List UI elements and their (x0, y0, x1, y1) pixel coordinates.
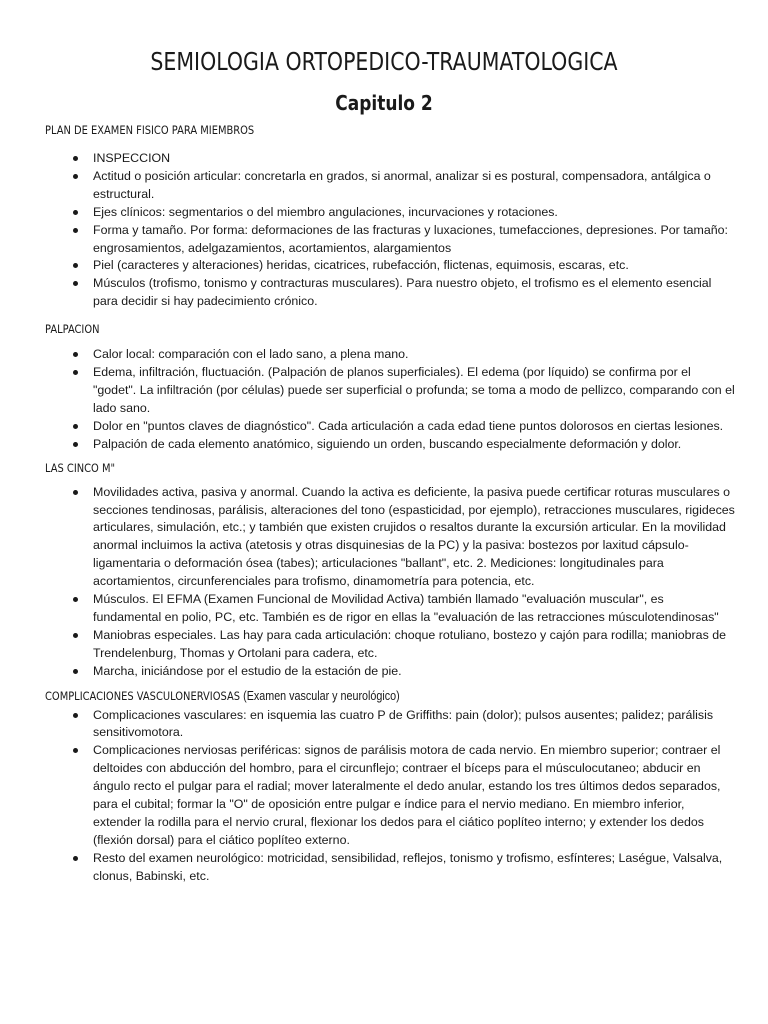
document-title: SEMIOLOGIA ORTOPEDICO-TRAUMATOLOGICA (150, 47, 618, 76)
section-heading-text: LAS CINCO M" (45, 460, 116, 475)
bullet-icon (73, 370, 78, 375)
list-item (45, 257, 735, 275)
list-item-text: Piel (caracteres y alteraciones) heridas, cicatrices, rubefacción, flictenas, equimosis, escaras, etc. (93, 258, 629, 273)
section-heading-text: PALPACION (45, 322, 100, 337)
chapter-subtitle: Capitulo 2 (335, 91, 433, 115)
list-item (45, 204, 735, 222)
bullet-icon (73, 174, 78, 179)
section-heading (45, 321, 638, 338)
bullet-list (45, 707, 735, 886)
list-item-text: Maniobras especiales. Las hay para cada articulación: choque rotuliano, bostezo y cajón para rodilla; maniobras de Trendelenburg, Thomas y Ortolani para cadera, etc. (93, 627, 726, 660)
bullet-icon (73, 597, 78, 602)
bullet-icon (73, 424, 78, 429)
list-item (45, 418, 735, 436)
bullet-icon (73, 748, 78, 753)
section-heading (45, 122, 638, 139)
document-body (45, 122, 735, 886)
list-item (45, 850, 735, 886)
section-heading-text: PLAN DE EXAMEN FISICO PARA MIEMBROS (45, 123, 255, 137)
bullet-list (45, 484, 735, 681)
bullet-icon (73, 352, 78, 357)
list-item (45, 663, 735, 681)
bullet-icon (73, 210, 78, 215)
list-item-text: Forma y tamaño. Por forma: deformaciones de las fracturas y luxaciones, tumefacciones, depresiones. Por tamaño: engrosamientos, adelgazamientos, acortamientos, alargamientos (93, 222, 728, 255)
list-item (45, 150, 735, 168)
list-item (45, 222, 735, 258)
bullet-icon (73, 633, 78, 638)
bullet-icon (73, 442, 78, 447)
bullet-icon (73, 669, 78, 674)
list-item (45, 364, 735, 418)
list-item-text: Músculos (trofismo, tonismo y contracturas musculares). Para nuestro objeto, el trofismo es el elemento esencial para decidir si hay padecimiento crónico. (93, 276, 712, 309)
list-item (45, 275, 735, 311)
section-cinco-m (45, 460, 735, 681)
list-item (45, 346, 735, 364)
list-item-text: INSPECCION (93, 151, 171, 165)
list-item (45, 707, 735, 743)
list-item (45, 484, 735, 591)
section-heading (45, 688, 638, 705)
bullet-icon (73, 490, 78, 495)
list-item-text: Dolor en "puntos claves de diagnóstico". Cada articulación a cada edad tiene puntos dolorosos en ciertas lesiones. (93, 418, 724, 433)
bullet-list (45, 150, 735, 311)
list-item-text: Complicaciones nerviosas periféricas: signos de parálisis motora de cada nervio. En miembro superior; contraer el deltoides con abducción del hombro, para el circunflejo; contraer el bíceps para el músculocutaneo; abducir en ángulo recto el pulgar para el radial; mover lateralmente el dedo anular, estando los tres últimos dedos separados, para el cubital; formar la "O" de oposición entre pulgar e índice para el nervio mediano. En miembro inferior, extender la rodilla para el nervio crural, flexionar los dedos para el ciático poplíteo interno; y extender los dedos (flexión dorsal) para el ciático poplíteo externo. (93, 743, 721, 847)
list-item-text: Complicaciones vasculares: en isquemia las cuatro P de Griffiths: pain (dolor); pulsos ausentes; palidez; parálisis sensitivomotora. (93, 707, 714, 740)
list-item-text: Actitud o posición articular: concretarla en grados, si anormal, analizar si es postural, compensadora, antálgica o estructural. (93, 168, 711, 201)
bullet-icon (73, 713, 78, 718)
section-heading-text: COMPLICACIONES VASCULONERVIOSAS (45, 688, 241, 703)
list-item-text: Marcha, iniciándose por el estudio de la estación de pie. (93, 663, 402, 678)
list-item-text: Palpación de cada elemento anatómico, siguiendo un orden, buscando especialmente deformación y dolor. (93, 436, 682, 451)
list-item-text: Calor local: comparación con el lado sano, a plena mano. (93, 347, 409, 362)
section-heading-note: (Examen vascular y neurológico) (243, 688, 400, 703)
bullet-icon (73, 281, 78, 286)
bullet-icon (73, 263, 78, 268)
section-heading (45, 460, 638, 477)
list-item (45, 627, 735, 663)
list-item (45, 591, 735, 627)
bullet-icon (73, 156, 78, 161)
list-item-text: Resto del examen neurológico: motricidad, sensibilidad, reflejos, tonismo y trofismo, esfínteres; Laségue, Valsalva, clonus, Babinski, etc. (93, 850, 723, 883)
section-palpacion (45, 321, 735, 453)
list-item (45, 168, 735, 204)
list-item-text: Ejes clínicos: segmentarios o del miembro angulaciones, incurvaciones y rotaciones. (93, 204, 558, 219)
section-plan-examen (45, 122, 735, 311)
list-item-text: Músculos. El EFMA (Examen Funcional de Movilidad Activa) también llamado "evaluación muscular", es fundamental en polio, PC, etc. También es de rigor en ellas la "evaluación de las retracciones músculotendinosas" (93, 592, 719, 624)
list-item-text: Edema, infiltración, fluctuación. (Palpación de planos superficiales). El edema (por líquido) se confirma por el "godet". La infiltración (por células) puede ser superficial o profunda; se toma a modo de pellizco, comparando con el lado sano. (93, 365, 735, 415)
list-item (45, 436, 735, 454)
list-item-text: Movilidades activa, pasiva y anormal. Cuando la activa es deficiente, la pasiva puede certificar roturas musculares o secciones tendinosas, parálisis, alteraciones del tono (espasticidad, por ejemplo), retracciones musculares, rigideces articulares, simulación, etc.; y también que existen crujidos o resaltos durante la excursión articular. En la movilidad anormal incluimos la activa (atetosis y otras disquinesias de la PC) y la pasiva: bostezos por laxitud cápsulo-ligamentaria o deformación ósea (tabes); articulaciones "ballant", etc. 2. Mediciones: longitudinales para acortamientos, circunferenciales para trofismo, dinamometría para potencia, etc. (93, 484, 735, 589)
list-item (45, 742, 735, 849)
bullet-icon (73, 228, 78, 233)
bullet-list (45, 346, 735, 453)
bullet-icon (73, 856, 78, 861)
section-complicaciones (45, 688, 735, 886)
